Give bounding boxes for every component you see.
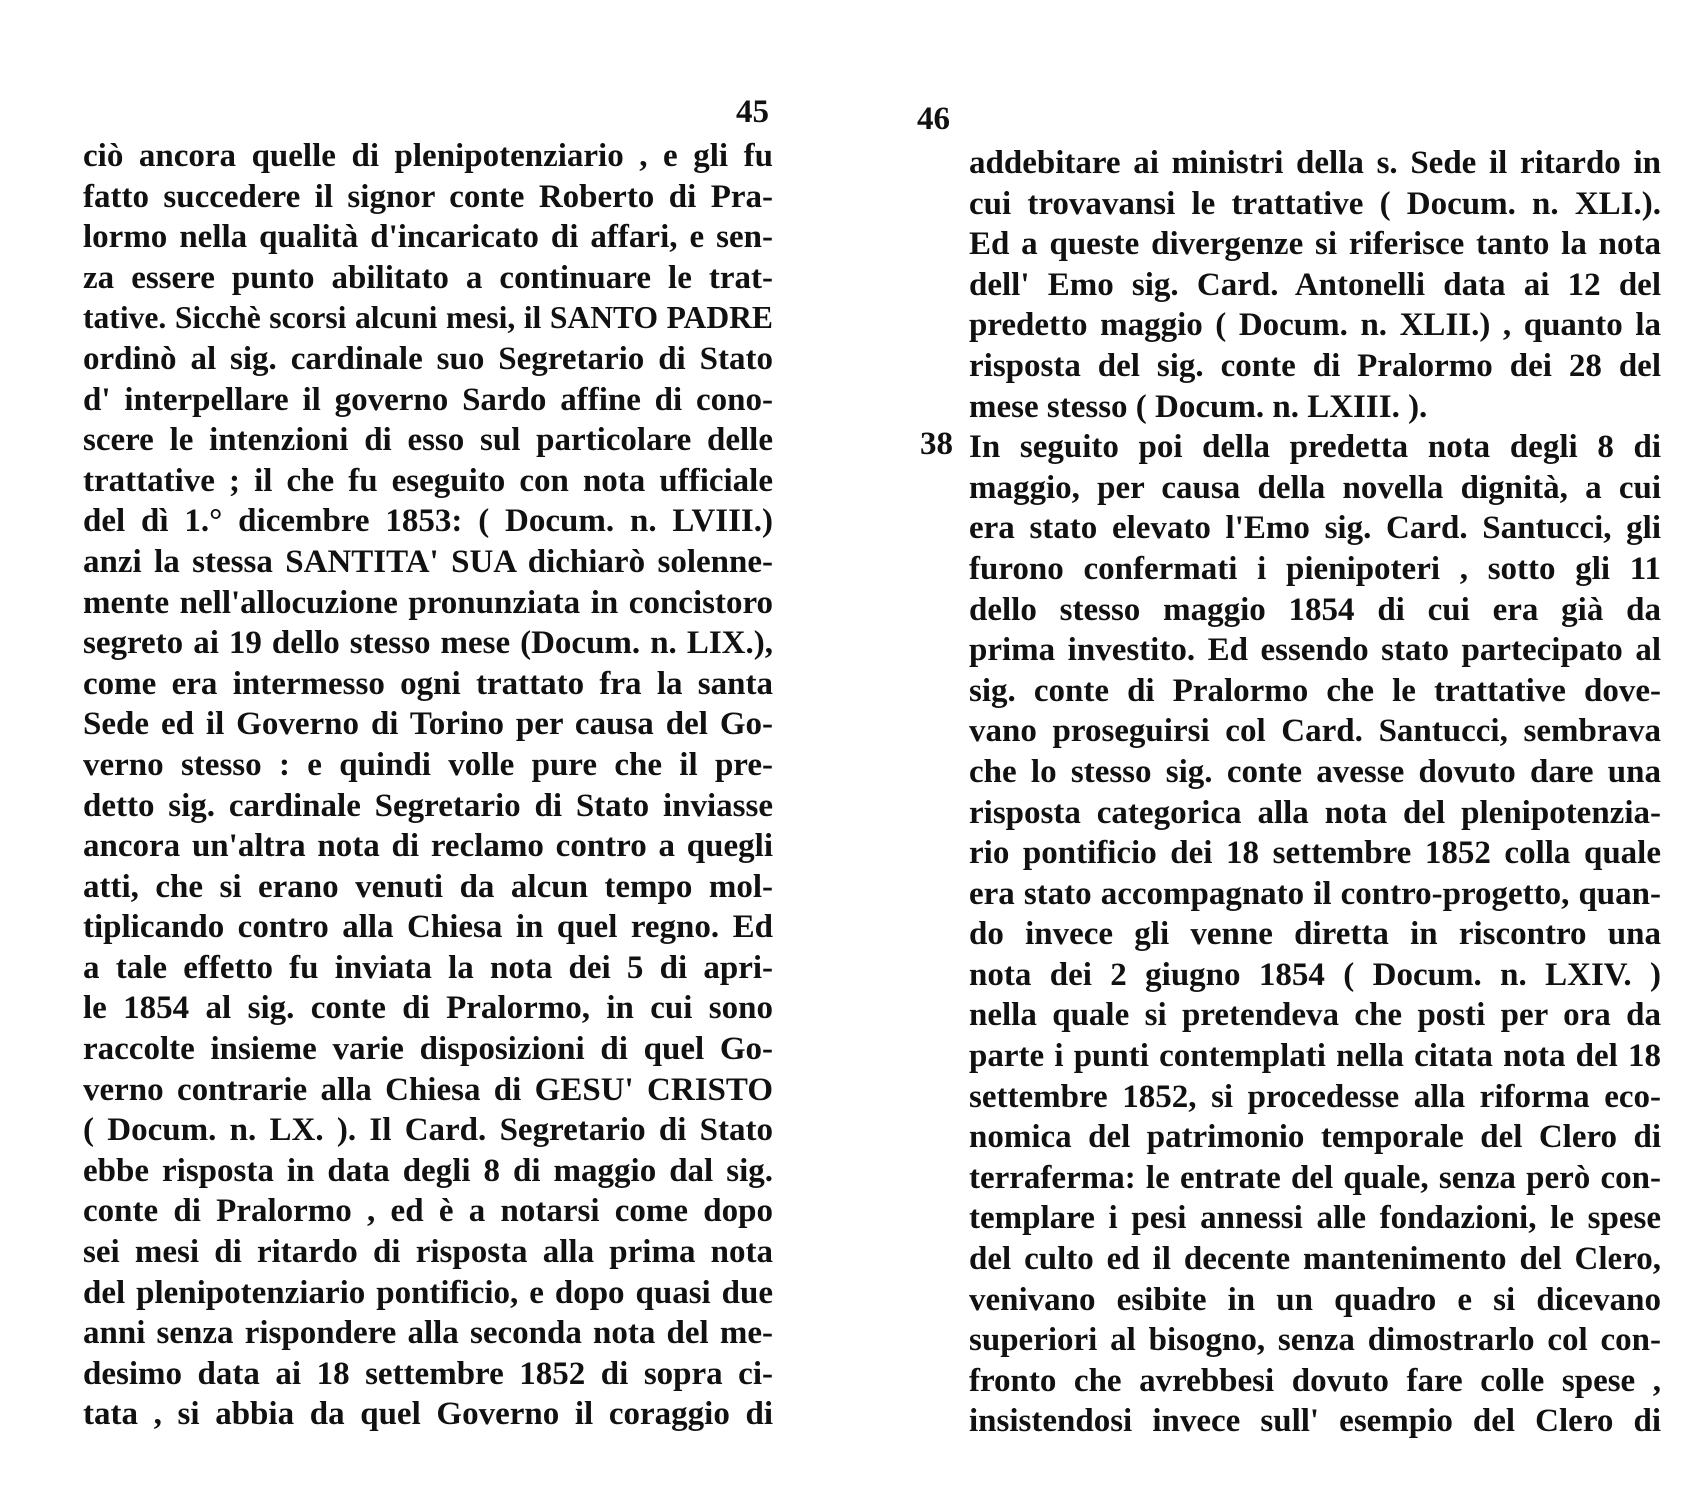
text-line: ( Docum. n. LX. ). Il Card. Segretario di Stato [83,1112,773,1149]
text-line: atti, che si erano venuti da alcun tempo mol- [83,868,773,905]
text-line: era stato accompagnato il contro-progetto, quan- [969,875,1661,912]
text-line: ordinò al sig. cardinale suo Segretario di Stato [83,340,773,377]
text-line: ciò ancora quelle di plenipotenziario , e gli fu [83,138,773,174]
text-line: furono confermati i pienipoteri , sotto gli 11 [969,550,1661,587]
text-line: ebbe risposta in data degli 8 di maggio dal sig. [83,1152,773,1189]
text-line: tata , si abbia da quel Governo il coraggio di [83,1396,773,1433]
text-line: nella quale si pretendeva che posti per ora da [969,997,1661,1034]
text-line: vano proseguirsi col Card. Santucci, sembrava [969,713,1661,750]
text-line: templare i pesi annessi alle fondazioni, le spese [969,1200,1661,1237]
text-line: che lo stesso sig. conte avesse dovuto dare una [969,753,1661,790]
text-line: tative. Sicchè scorsi alcuni mesi, il SANTO PADRE [83,300,773,336]
text-line: nomica del patrimonio temporale del Clero di [969,1119,1661,1156]
text-line: mese stesso ( Docum. n. LXIII. ). [969,388,1428,425]
text-line: conte di Pralormo , ed è a notarsi come dopo [83,1193,773,1230]
text-line: cui trovavansi le trattative ( Docum. n. XLI.). [969,185,1661,222]
text-line: settembre 1852, si procedesse alla riforma eco- [969,1078,1661,1115]
text-line: maggio, per causa della novella dignità, a cui [969,469,1661,506]
text-line: trattative ; il che fu eseguito con nota ufficiale [83,462,773,499]
page-number-left: 45 [736,94,769,130]
right-page-text [969,143,1661,1442]
text-line: raccolte insieme varie disposizioni di quel Go- [83,1031,773,1068]
text-line: Ed a queste divergenze si riferisce tanto la nota [969,226,1661,263]
text-line: verno stesso : e quindi volle pure che il pre- [83,746,773,783]
text-line: anni senza rispondere alla seconda nota del me- [83,1315,773,1352]
text-line: segreto ai 19 dello stesso mese (Docum. n. LIX.), [83,625,773,662]
text-line: tiplicando contro alla Chiesa in quel regno. Ed [83,909,773,946]
text-line: risposta categorica alla nota del plenipotenzia- [969,794,1661,831]
text-line: lormo nella qualità d'incaricato di affari, e sen- [83,219,773,256]
text-line: dello stesso maggio 1854 di cui era già da [969,591,1661,628]
text-line: desimo data ai 18 settembre 1852 di sopra ci- [83,1355,773,1392]
text-line: do invece gli venne diretta in riscontro una [969,916,1661,953]
text-line: Sede ed il Governo di Torino per causa del Go- [83,706,773,743]
text-line: prima investito. Ed essendo stato partecipato al [969,632,1661,669]
text-line: superiori al bisogno, senza dimostrarlo col con- [969,1322,1661,1359]
text-line: fronto che avrebbesi dovuto fare colle spese , [969,1362,1661,1399]
left-page-text [83,136,773,1435]
text-line: parte i punti contemplati nella citata nota del 18 [969,1038,1661,1075]
text-line: venivano esibite in un quadro e si dicevano [969,1281,1661,1318]
text-line: detto sig. cardinale Segretario di Stato inviasse [83,787,773,824]
text-line: verno contrarie alla Chiesa di GESU' CRISTO [83,1071,773,1108]
text-line: sig. conte di Pralormo che le trattative dove- [969,672,1661,709]
text-line: mente nell'allocuzione pronunziata in concistoro [83,584,773,621]
text-line: come era intermesso ogni trattato fra la santa [83,665,773,702]
right-page [849,0,1698,1500]
text-line: risposta del sig. conte di Pralormo dei 28 del [969,347,1661,384]
text-line: del plenipotenziario pontificio, e dopo quasi due [83,1274,773,1311]
text-line: le 1854 al sig. conte di Pralormo, in cui sono [83,990,773,1027]
text-line: a tale effetto fu inviata la nota dei 5 di apri- [83,949,773,986]
text-line: sei mesi di ritardo di risposta alla prima nota [83,1234,773,1271]
text-line: ancora un'altra nota di reclamo contro a quegli [83,828,773,865]
text-line: predetto maggio ( Docum. n. XLII.) , quanto la [969,307,1661,344]
text-line: scere le intenzioni di esso sul particolare delle [83,422,773,459]
text-line: In seguito poi della predetta nota degli 8 di [969,429,1661,466]
text-line: era stato elevato l'Emo sig. Card. Santucci, gli [969,510,1661,547]
text-line: del dì 1.° dicembre 1853: ( Docum. n. LVIII.) [83,503,773,540]
text-line: nota dei 2 giugno 1854 ( Docum. n. LXIV. ) [969,956,1661,993]
text-line: terraferma: le entrate del quale, senza però con- [969,1159,1661,1196]
text-line: anzi la stessa SANTITA' SUA dichiarò solenne- [83,543,773,580]
text-line: del culto ed il decente mantenimento del Clero, [969,1241,1661,1278]
text-line: za essere punto abilitato a continuare le trat- [83,259,773,296]
text-line: insistendosi invece sull' esempio del Clero di [969,1403,1661,1440]
text-line: rio pontificio dei 18 settembre 1852 colla quale [969,835,1661,872]
page-number-right: 46 [917,101,950,137]
text-line: d' interpellare il governo Sardo affine di cono- [83,381,773,418]
paragraph-margin-number: 38 [920,426,953,462]
text-line: fatto succedere il signor conte Roberto di Pra- [83,178,773,215]
text-line: dell' Emo sig. Card. Antonelli data ai 12 del [969,266,1661,303]
text-line: addebitare ai ministri della s. Sede il ritardo in [969,145,1661,181]
